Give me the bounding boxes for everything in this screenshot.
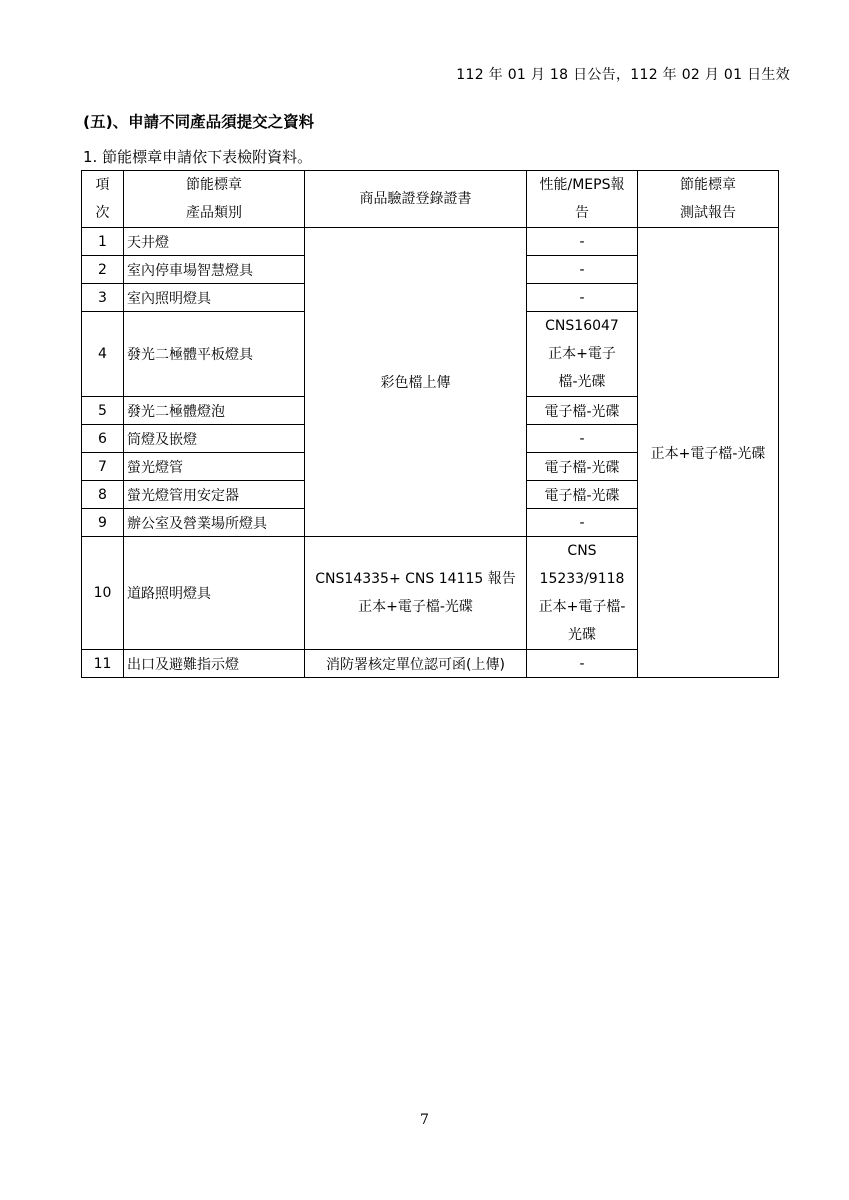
row-category: 室內停車場智慧燈具 <box>124 256 305 284</box>
row-certificate: CNS14335+ CNS 14115 報告正本+電子檔-光碟 <box>315 571 516 615</box>
row-no: 6 <box>82 425 124 453</box>
header-note: 112 年 01 月 18 日公告，112 年 02 月 01 日生效 <box>456 67 790 83</box>
requirements-table <box>81 170 779 678</box>
header-certificate: 商品驗證登錄證書 <box>305 171 527 228</box>
row-meps: - <box>527 425 638 453</box>
header-category: 節能標章產品類別 <box>185 177 242 221</box>
row-meps: - <box>527 256 638 284</box>
row-category: 發光二極體平板燈具 <box>124 312 305 397</box>
row-category: 出口及避難指示燈 <box>124 650 305 678</box>
intro-text: 1. 節能標章申請依下表檢附資料。 <box>83 148 313 166</box>
row-category: 發光二極體燈泡 <box>124 397 305 425</box>
row-meps: CNS 15233/9118 正本+電子檔-光碟 <box>538 543 626 643</box>
table-header-row <box>82 171 779 228</box>
row-meps: - <box>527 509 638 537</box>
row-category: 螢光燈管 <box>124 453 305 481</box>
row-no: 7 <box>82 453 124 481</box>
row-meps: - <box>527 650 638 678</box>
row-certificate: 消防署核定單位認可函(上傳) <box>305 650 527 678</box>
row-no: 9 <box>82 509 124 537</box>
row-no: 10 <box>82 537 124 650</box>
row-meps: - <box>527 228 638 256</box>
row-category: 室內照明燈具 <box>124 284 305 312</box>
row-category: 道路照明燈具 <box>124 537 305 650</box>
row-no: 8 <box>82 481 124 509</box>
row-meps: 電子檔-光碟 <box>527 453 638 481</box>
row-no: 4 <box>82 312 124 397</box>
table-row <box>82 228 779 256</box>
row-meps: - <box>527 284 638 312</box>
row-meps: 電子檔-光碟 <box>527 397 638 425</box>
row-category: 天井燈 <box>124 228 305 256</box>
section-title: (五)、申請不同產品須提交之資料 <box>83 113 315 131</box>
header-meps: 性能/MEPS報告 <box>539 177 625 221</box>
row-no: 5 <box>82 397 124 425</box>
row-category: 筒燈及嵌燈 <box>124 425 305 453</box>
header-no: 項次 <box>95 177 110 221</box>
row-no: 3 <box>82 284 124 312</box>
row-meps: 電子檔-光碟 <box>527 481 638 509</box>
row-no: 1 <box>82 228 124 256</box>
row-category: 辦公室及營業場所燈具 <box>124 509 305 537</box>
header-test-report: 節能標章測試報告 <box>679 177 736 221</box>
page-number: 7 <box>420 1112 429 1128</box>
certificate-merged-cell: 彩色檔上傳 <box>305 228 527 537</box>
row-no: 2 <box>82 256 124 284</box>
test-report-merged-cell: 正本+電子檔-光碟 <box>638 228 779 678</box>
row-no: 11 <box>82 650 124 678</box>
row-category: 螢光燈管用安定器 <box>124 481 305 509</box>
row-meps: CNS16047正本+電子檔-光碟 <box>545 318 619 390</box>
